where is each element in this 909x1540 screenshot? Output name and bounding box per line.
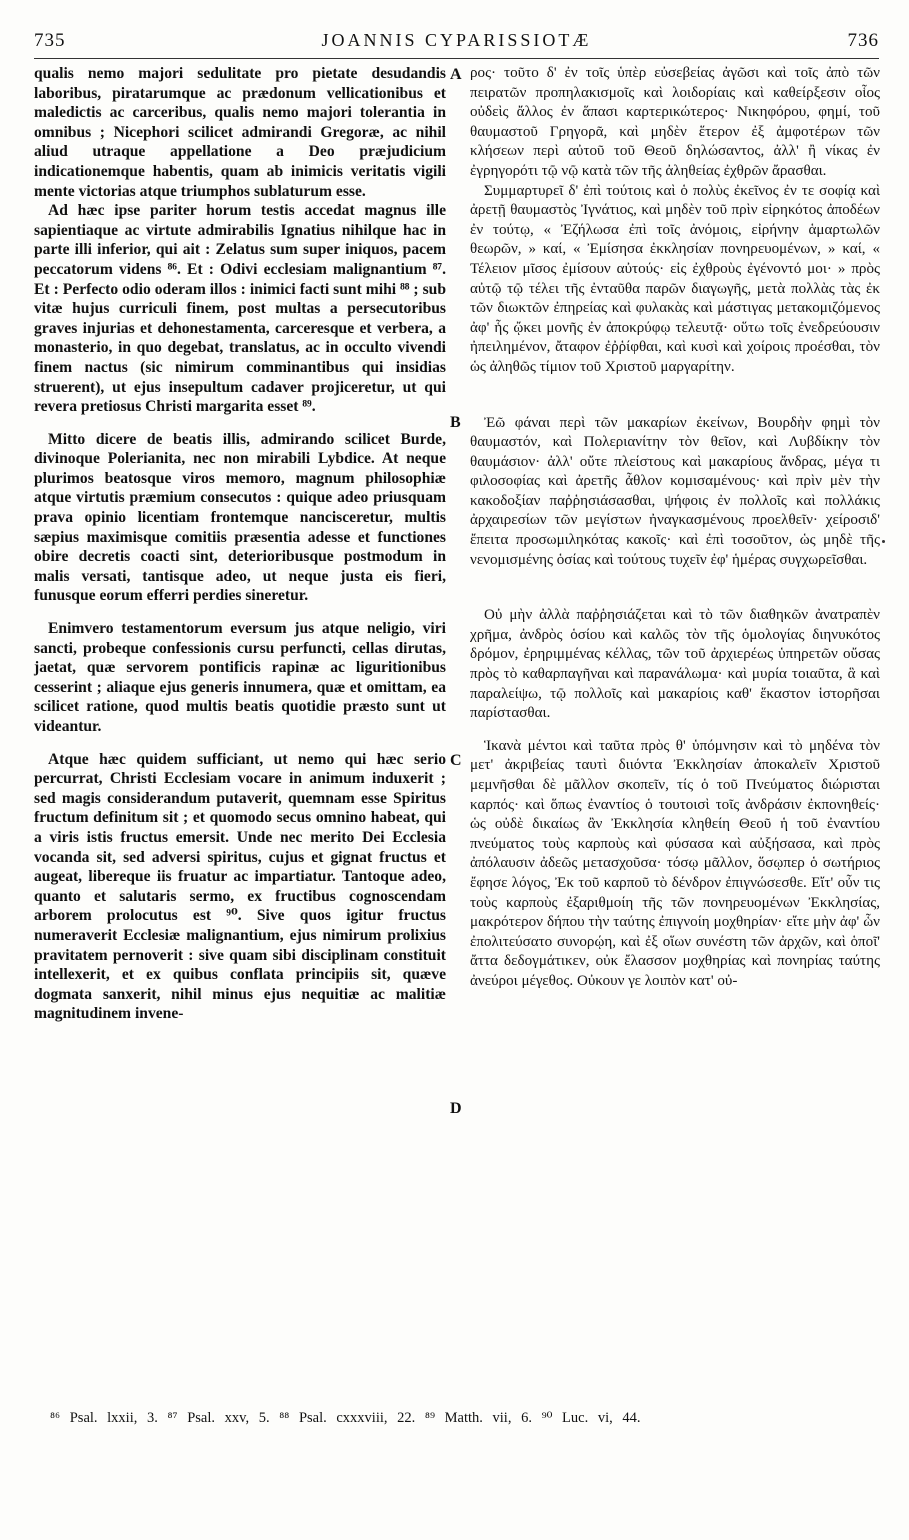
latin-paragraph: Ad hæc ipse pariter horum testis accedat magnus ille sapientiaque ac virtute admirabilis Ignatius nihilque hac in parte illi inferior, qui ait : Zelatus sum super iniquos, pacem peccatorum videns ⁸⁶. Et : Odivi ecclesiam malignantium ⁸⁷. Et : Perfecto odio oderam illos : inimici facti sunt mihi ⁸⁸ ; sub vitæ hujus curriculi finem, post multas a persecutoribus graves injurias et dehonestamenta, carceresque et verbera, a monasterio, in quo degebat, translatus, ac in occulto vivendi finem nactus (sic nimirum comminantibus qui insidias struerent), ut ejus insepultum cadaver projiceretur, ut qui revera pretiosus Christi margarita esset ⁸⁹. (34, 202, 446, 416)
page-number-right: 736 (847, 30, 879, 51)
latin-paragraph: Enimvero testamentorum eversum jus atque neligio, viri sancti, probeque confessionis cursu perfuncti, cellas dirutas, jaetat, quæ servorem pontificis rapinæ ac liguritionibus cesserint ; aliaque ejus generis innumera, quæ et omittam, ea scilicet ratione, quod multis beatis quotidie præsto sunt ut videantur. (34, 620, 446, 735)
greek-paragraph: Συμμαρτυρεῖ δ' ἐπὶ τούτοις καὶ ὁ πολὺς ἐκεῖνος ἐν τε σοφίᾳ καὶ ἀρετῇ θαυμαστὸς Ἰγνάτιος, καὶ μηδὲν τοῦ πρὶν εἰρηκότος ἀποδέων ἐν τούτῳ, « Ἐζήλωσα ἐπὶ τοῖς ἀνόμοις, εἰρήνην ἁμαρτωλῶν θεωρῶν, » καί, « Ἐμίσησα ἐκκλησίαν πονηρευομένων, » καί, « Τέλειον μῖσος ἐμίσουν αὐτούς· εἰς ἐχθροὺς ἐγένοντό μοι· » πρὸς αὐτῷ τῷ τέλει τῆς ἐνταῦθα παρῶν διαγωγῆς, μετὰ πολλὰς τὰς ἐκ τῶν διωκτῶν ἐπηρείας καὶ φυλακὰς καὶ μάστιγας μετακομιζόμενος ἀφ' ἧς ᾤκει μονῆς ἐν ἀποκρύφῳ τελευτᾷ· οὕτω τοῖς ἐνεδρεύουσιν ἠπειλημένον, ἄταφον ἐῤῥίφθαι, καὶ κυσὶ καὶ χοίροις προέσθαι, τὸν ὡς ἀληθῶς τίμιον τοῦ Χριστοῦ μαργαρίτην. (470, 182, 880, 375)
greek-paragraph: Οὐ μὴν ἀλλὰ παῤῥησιάζεται καὶ τὸ τῶν διαθηκῶν ἀνατραπὲν χρῆμα, ἀνδρὸς ὁσίου καὶ καλῶς τὸν τῆς ὁμολογίας διηνυκότος δρόμον, ἐρηριμμένας κέλλας, τῶν τοῦ ἀρχιερέως ὑπηρετῶν οὔσας πρὸς τὸ καθαρπαγῆναι καὶ παρανάλωμα· καὶ μυρία τοιαῦτα, ἃ καὶ παραλείψω, τῷ πολλοῖς καὶ μακαρίοις καθ' ἕκαστον ἱστορῆσαι παρίστασθαι. (470, 607, 880, 722)
margin-letter-b: B (450, 414, 461, 431)
margin-letter-c: C (450, 752, 462, 769)
footnotes: ⁸⁶ Psal. lxxii, 3. ⁸⁷ Psal. xxv, 5. ⁸⁸ Psal. cxxxviii, 22. ⁸⁹ Matth. vii, 6. ⁹⁰ Luc. vi, 44. (50, 1410, 641, 1426)
greek-paragraph: Ἐῶ φάναι περὶ τῶν μακαρίων ἐκείνων, Βουρδὴν φημὶ τὸν θαυμαστόν, καὶ Πολεριανίτην τὸν θεῖον, καὶ Λυβδίκην τὸν θαυμάσιον· ἀλλ' οὔτε πλείστους καὶ μακαρίους ἄνδρας, μέγα τι φιλοσοφίας καὶ ἀρετῆς ἆθλον κομισαμένους· καὶ πρὶν μὲν τὴν κακοδοξίαν παῤῥησιάσασθαι, ψήφοις ἐν πολλοῖς καὶ πολλάκις ἀρχαιρεσίων τῶν μεγίστων ἠναγκασμένους προελθεῖν· χείροσιδ' ἔπειτα προσωμιληκότας κακοῖς· καὶ ἐπὶ τοσοῦτον, ὡς μηδὲ τῆς νενομισμένης ὁσίας καὶ τούτους τυχεῖν ἐφ' ἡμέρας συγχωρεῖσθαι. (470, 414, 880, 568)
latin-paragraph: qualis nemo majori sedulitate pro pietate desudandis laboribus, piratarumque ac prædonum vellicationibus et maledictis ac carceribus, qualis nemo majori tolerantia in omnibus ; Nicephori scilicet admirandi Gregoræ, ac nihil aliud utraque appellatione a Deo præjudicium indicationemque habentis, quam ab inimicis veritatis vigili mente victorias atque triumphos sublaturum esse. (34, 65, 446, 200)
header-rule (34, 58, 879, 59)
greek-paragraph: Ἱκανὰ μέντοι καὶ ταῦτα πρὸς θ' ὑπόμνησιν καὶ τὸ μηδένα τὸν μετ' ἀκριβείας ταυτὶ διιόντα Ἐκκλησίαν ἀποκαλεῖν Χριστοῦ μεμνῆσθαι δὲ μᾶλλον σκοπεῖν, τίς ὁ τοῦ Πνεύματος διώρισται καρπός· καὶ ὅπως ἐναντίος ὁ τουτοισὶ τοῖς ἀνδράσιν ἐκπονηθείς· ὡς οὐδὲ δικαίως ἂν Ἐκκλησία κληθείη Θεοῦ ἡ τοῦ ἐναντίου πνεύματος τοὺς καρποὺς καὶ φύσασα καὶ αὐξήσασα, καὶ πρὸς ἀπόλαυσιν ἀδεῶς μετασχοῦσα· τόσῳ μᾶλλον, ὅσῳπερ ὁ σωτήριος ἔφησε λόγος, Ἐκ τοῦ καρποῦ τὸ δένδρον ἐπιγνώσεσθε. Εἴτ' οὖν τις τοὺς καρποὺς ἐξαριθμοίη τῆς τῶν πονηρευομένων Ἐκκλησίας, μακρότερον δήπου τὴν ταύτης ἐπιγνοίη μοχθηρίαν· εἴτε μὴν ἀφ' ὧν ἐπολιτεύσατο συνορῴη, καὶ ἐξ οἵων συνέστη τῶν ἀρχῶν, καὶ ὁποῖ' ἄττα δεδογμάτικεν, οὐκ ἔλασσον μοχθηρίας καὶ πονηρίας ταύτης ἀνεύροι μέγεθος. Οὐκουν γε λοιπὸν κατ' οὐ- (470, 737, 880, 989)
latin-paragraph: Mitto dicere de beatis illis, admirando scilicet Burde, divinoque Polerianita, nec non mirabili Lybdice. At neque plurimos beatosque viros memoro, magnum philosophiæ atque virtutis præmium consecutos : quique adeo priusquam prava opinio licentiam frontemque nancisceretur, multis sæpius maximisque comitiis præsentia adesse et functiones obire decretis coacti sint, deterioribusque postmodum in malis versati, tantisque adeo, ut neque justa eis fieri, funusque eorum efferri perdies sineretur. (34, 430, 446, 605)
greek-column (470, 64, 880, 992)
latin-paragraph: Atque hæc quidem sufficiant, ut nemo qui hæc serio percurrat, Christi Ecclesiam vocare in animum induxerit ; sed magis considerandum putaverit, quemnam esse Spiritus fructum definitum sit ; et quomodo secus omnino habeat, qui a viris istis fructus emersit. Unde nec merito Dei Ecclesia vocanda sit, sed adversi spiritus, cujus et gignat fructus et augeat, libereque iis fruatur ac impartiatur. Tantoque adeo, quanto et salutaris sermo, ex fructibus cognoscendam arborem prolocutus est ⁹⁰. Sive quos igitur fructus numeraverit Ecclesiæ malignantium, ejus nimirum prolixius pravitatem pernoverit : sive quam sibi disciplinam constituit intellexerit, et ex quibus conflata principiis sit, quæve dogmata sanxerit, nihil minus ejus nequitiæ ac malitiæ magnitudinem invene- (34, 750, 446, 1023)
margin-letter-a: A (450, 66, 462, 83)
latin-column (34, 64, 446, 1024)
page-number-left: 735 (34, 30, 66, 51)
greek-paragraph: ρος· τοῦτο δ' ἐν τοῖς ὑπὲρ εὐσεβείας ἀγῶσι καὶ τοῖς ἀπὸ τῶν πειρατῶν προπηλακισμοῖς καὶ λοιδορίαις καὶ καθείρξεσιν οἷος οὐδεὶς ἄλλος ἐν ἅπασι καρτερικώτερος· Νικηφόρου, φημί, τοῦ θαυμαστοῦ Γρηγορᾶ, καὶ μηδὲν ἕτερον ἐξ ἀμφοτέρων τῶν κλήσεων περὶ αὐτοῦ τοῦ Θεοῦ δηλώσαντος, ἀλλ' ἢ νίκας ἐν ἐγρηγορότι τῷ νῷ κατὰ τῶν τῆς ἀληθείας ἐχθρῶν ἄρασθαι. (470, 65, 880, 179)
ink-speck (882, 540, 885, 543)
running-title: JOANNIS CYPARISSIOTÆ (321, 30, 592, 50)
margin-letter-d: D (450, 1100, 462, 1117)
running-head (34, 30, 879, 54)
